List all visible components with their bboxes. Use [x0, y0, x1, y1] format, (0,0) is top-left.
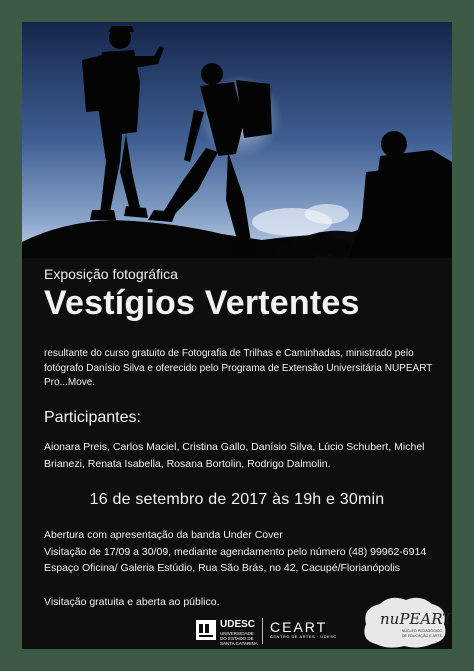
event-info [44, 527, 426, 577]
info-line: Espaço Oficina/ Galeria Estúdio, Rua São Brás, no 42, Cacupé/Florianópolis [44, 562, 401, 574]
udesc-name: UDESC [220, 619, 256, 630]
description-line: Pro...Move. [44, 377, 96, 388]
udesc-logo [196, 620, 258, 646]
udesc-sub-line: SANTA CATARINA [220, 641, 258, 646]
poster [22, 22, 452, 649]
description [44, 347, 432, 391]
description-line: fotógrafo Danísio Silva e oferecido pelo Programa de Extensão Universitária NUPEART [44, 362, 433, 374]
nupeart-subtitle: NÚCLEO PEDAGÓGICO DE EDUCAÇÃO E ARTE [401, 629, 443, 638]
info-line: Abertura com apresentação da banda Under Cover [44, 529, 283, 541]
description-line: resultante do curso gratuito de Fotografia de Trilhas e Caminhadas, ministrado pelo [44, 348, 414, 359]
nupeart-name: nuPEART [380, 610, 452, 628]
hikers-silhouette-photo [22, 22, 452, 258]
udesc-subtitle [220, 631, 258, 646]
participants-line: Aionara Preis, Carlos Maciel, Cristina Gallo, Danísio Silva, Lúcio Schubert, Michel [44, 441, 425, 453]
logos-bar [192, 594, 452, 649]
participants-line: Brianezi, Renata Isabella, Rosana Bortolin, Rodrigo Dalmolin. [44, 457, 331, 470]
participants-list [44, 439, 425, 472]
free-entry-note: Visitação gratuita e aberta ao público. [44, 596, 220, 608]
info-line: Visitação de 17/09 a 30/09, mediante agendamento pelo número (48) 99962-6914 [44, 545, 427, 558]
event-date: 16 de setembro de 2017 às 19h e 30min [89, 491, 385, 508]
exhibition-subtitle: Exposição fotográfica [44, 266, 178, 282]
participants-heading: Participantes: [44, 409, 141, 426]
udesc-emblem-icon [196, 620, 216, 640]
nupeart-logo [360, 594, 452, 649]
ceart-subtitle: CENTRO DE ARTES · UDESC [270, 634, 337, 639]
udesc-sub-line: UNIVERSIDADE [220, 631, 254, 636]
udesc-sub-line: DO ESTADO DE [220, 636, 254, 641]
logo-divider [262, 618, 263, 644]
ceart-name: CEART [270, 619, 328, 635]
ceart-logo [270, 620, 337, 640]
exhibition-title: Vestígios Vertentes [44, 284, 360, 322]
